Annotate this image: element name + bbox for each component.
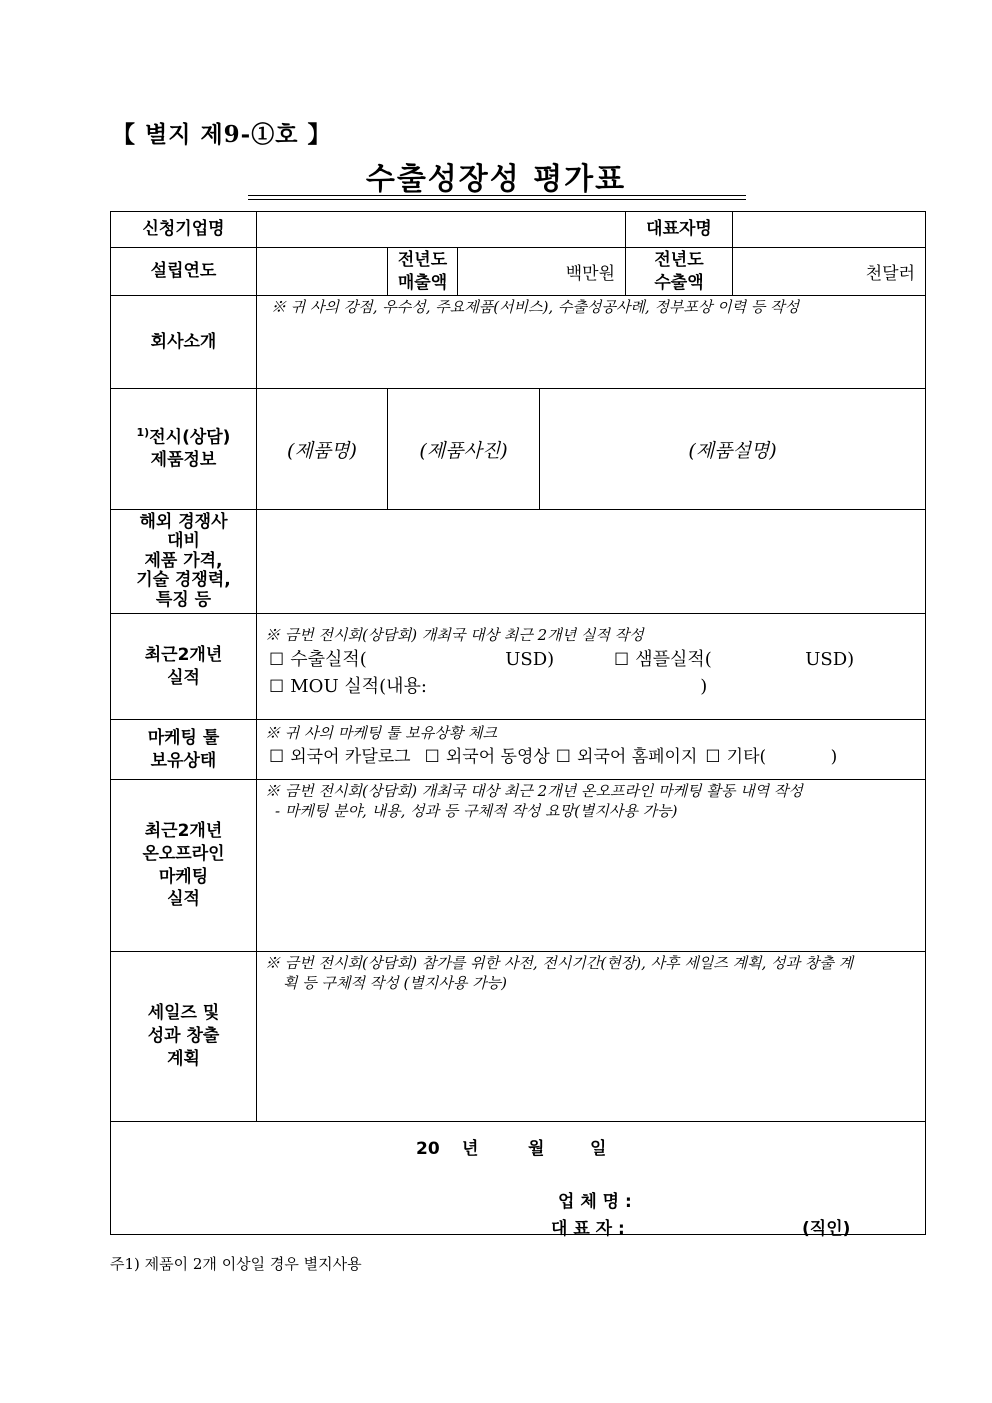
tool-label-line1: 마케팅 툴 — [147, 727, 220, 748]
product-photo-field[interactable]: (제품사진) — [388, 389, 540, 510]
signature-date — [416, 1134, 606, 1159]
row-company — [111, 212, 926, 248]
row-founding — [111, 248, 926, 296]
annex-label: 【 별지 제9-①호 】 — [112, 121, 332, 148]
evaluation-form-table — [110, 211, 926, 1239]
row-sales-plan — [111, 952, 926, 1122]
prev-export-label-line1: 전년도 — [654, 249, 704, 270]
other-checkbox[interactable]: ☐ — [705, 746, 721, 767]
product-info-label — [111, 389, 257, 510]
ceo-label: 대표자명 — [626, 212, 733, 248]
row-product — [111, 389, 926, 510]
signature-seal: (직인) — [802, 1219, 851, 1239]
tool-options — [257, 744, 925, 770]
date-day-unit: 일 — [590, 1139, 607, 1159]
other-text: 기타( — [726, 746, 767, 767]
title-underline-bottom — [248, 199, 746, 200]
product-label-line2: 제품정보 — [150, 450, 217, 471]
marketing-tools-label — [111, 720, 257, 780]
form-title: 수출성장성 평가표 — [365, 162, 627, 197]
export-performance-item — [269, 646, 614, 674]
marketing-label-line3: 마케팅 — [158, 866, 209, 887]
marketing-label-line2: 온오프라인 — [142, 843, 225, 864]
company-name-field[interactable] — [257, 212, 626, 248]
tool-note: ※ 귀 사의 마케팅 툴 보유상황 체크 — [265, 724, 497, 742]
row-competitor — [111, 510, 926, 614]
mou-checkbox[interactable]: ☐ — [269, 677, 285, 698]
marketing-note-2: - 마케팅 분야, 내용, 성과 등 구체적 작성 요망(별지사용 가능) — [275, 801, 678, 820]
founding-year-label: 설립연도 — [111, 248, 257, 296]
prev-sales-label — [388, 248, 458, 296]
sample-performance-text: 샘플실적( — [635, 648, 712, 670]
signature-company-label: 업 체 명 : — [558, 1192, 632, 1212]
product-label-footnote-mark: 1) — [136, 425, 150, 439]
catalog-text: 외국어 카달로그 — [290, 746, 411, 767]
intro-note: ※ 귀 사의 강점, 우수성, 주요제품(서비스), 수출성공사례, 정부포상 이력 등 작성 — [271, 298, 800, 316]
competitor-label-line2: 대비 — [167, 531, 200, 552]
catalog-checkbox[interactable]: ☐ — [269, 746, 285, 767]
tool-label-line2: 보유상태 — [150, 750, 217, 771]
product-name-field[interactable]: (제품명) — [257, 389, 388, 510]
sales-note-2: 획 등 구체적 작성 (별지사용 가능) — [283, 973, 507, 992]
homepage-text: 외국어 홈페이지 — [577, 746, 698, 767]
competitor-label-line3: 제품 가격, — [144, 550, 223, 571]
product-desc-field[interactable]: (제품설명) — [540, 389, 926, 510]
recent-label-line1: 최근2개년 — [144, 644, 223, 665]
prev-sales-unit: 백만원 — [565, 264, 615, 284]
company-name-label: 신청기업명 — [111, 212, 257, 248]
recent-note: ※ 금번 전시회(상담회) 개최국 대상 최근 2개년 실적 작성 — [265, 626, 644, 644]
recent-line1 — [257, 646, 925, 674]
row-intro — [111, 296, 926, 389]
video-text: 외국어 동영상 — [445, 746, 550, 767]
row-marketing-performance — [111, 780, 926, 952]
recent-performance-label — [111, 614, 257, 720]
sales-label-line2: 성과 창출 — [147, 1026, 220, 1047]
recent-line2 — [257, 673, 925, 701]
competitor-label-line5: 특징 등 — [155, 589, 212, 610]
sales-plan-field[interactable] — [257, 952, 926, 1122]
row-recent-performance — [111, 614, 926, 720]
sales-label-line1: 세일즈 및 — [147, 1003, 220, 1024]
mou-close: ) — [700, 676, 708, 698]
intro-label: 회사소개 — [111, 296, 257, 389]
marketing-note-1: ※ 금번 전시회(상담회) 개최국 대상 최근 2개년 온오프라인 마케팅 활동 내역 작성 — [265, 782, 803, 800]
recent-performance-field — [257, 614, 926, 720]
marketing-label-line1: 최근2개년 — [144, 820, 223, 841]
product-label-line1 — [111, 426, 256, 450]
date-year: 20 — [416, 1139, 440, 1159]
export-performance-text: 수출실적( — [290, 648, 367, 670]
prev-sales-field[interactable] — [458, 248, 626, 296]
video-checkbox[interactable]: ☐ — [424, 746, 440, 767]
prev-sales-label-line1: 전년도 — [397, 249, 448, 270]
prev-export-label-line2: 수출액 — [654, 272, 704, 293]
row-signature — [111, 1122, 926, 1235]
sample-performance-unit: USD) — [805, 648, 855, 670]
product-label-text1: 전시(상담) — [149, 427, 231, 448]
footnote: 주1) 제품이 2개 이상일 경우 별지사용 — [110, 1255, 362, 1273]
row-marketing-tools — [111, 720, 926, 780]
sample-performance-item — [614, 646, 854, 674]
signature-ceo-label: 대 표 자 : — [551, 1219, 625, 1239]
prev-export-unit: 천달러 — [865, 264, 915, 284]
sample-performance-checkbox[interactable]: ☐ — [614, 649, 630, 670]
marketing-label-line4: 실적 — [167, 889, 200, 910]
sales-note-1: ※ 금번 전시회(상담회) 참가를 위한 사전, 전시기간(현장), 사후 세일즈 계획, 성과 창출 계 — [265, 954, 854, 972]
sales-label-line3: 계획 — [167, 1048, 200, 1069]
prev-export-field[interactable] — [733, 248, 926, 296]
ceo-field[interactable] — [733, 212, 926, 248]
title-underline-top — [248, 195, 746, 196]
marketing-performance-field[interactable] — [257, 780, 926, 952]
mou-text: MOU 실적(내용: — [290, 676, 427, 698]
founding-year-field[interactable] — [257, 248, 388, 296]
competitor-label — [111, 510, 257, 614]
competitor-label-line4: 기술 경쟁력, — [136, 570, 231, 591]
prev-export-label — [626, 248, 733, 296]
sales-plan-label — [111, 952, 257, 1122]
homepage-checkbox[interactable]: ☐ — [555, 746, 572, 767]
other-close: ) — [830, 746, 838, 767]
date-year-unit: 년 — [462, 1139, 479, 1159]
marketing-tools-field — [257, 720, 926, 780]
export-performance-unit: USD) — [505, 648, 555, 670]
prev-sales-label-line2: 매출액 — [397, 272, 448, 293]
competitor-label-line1: 해외 경쟁사 — [139, 511, 228, 532]
date-month-unit: 월 — [528, 1139, 545, 1159]
export-performance-checkbox[interactable]: ☐ — [269, 649, 285, 670]
competitor-field[interactable] — [257, 510, 926, 614]
recent-label-line2: 실적 — [167, 667, 200, 688]
intro-field[interactable] — [257, 296, 926, 389]
marketing-performance-label — [111, 780, 257, 952]
signature-block — [111, 1122, 926, 1239]
